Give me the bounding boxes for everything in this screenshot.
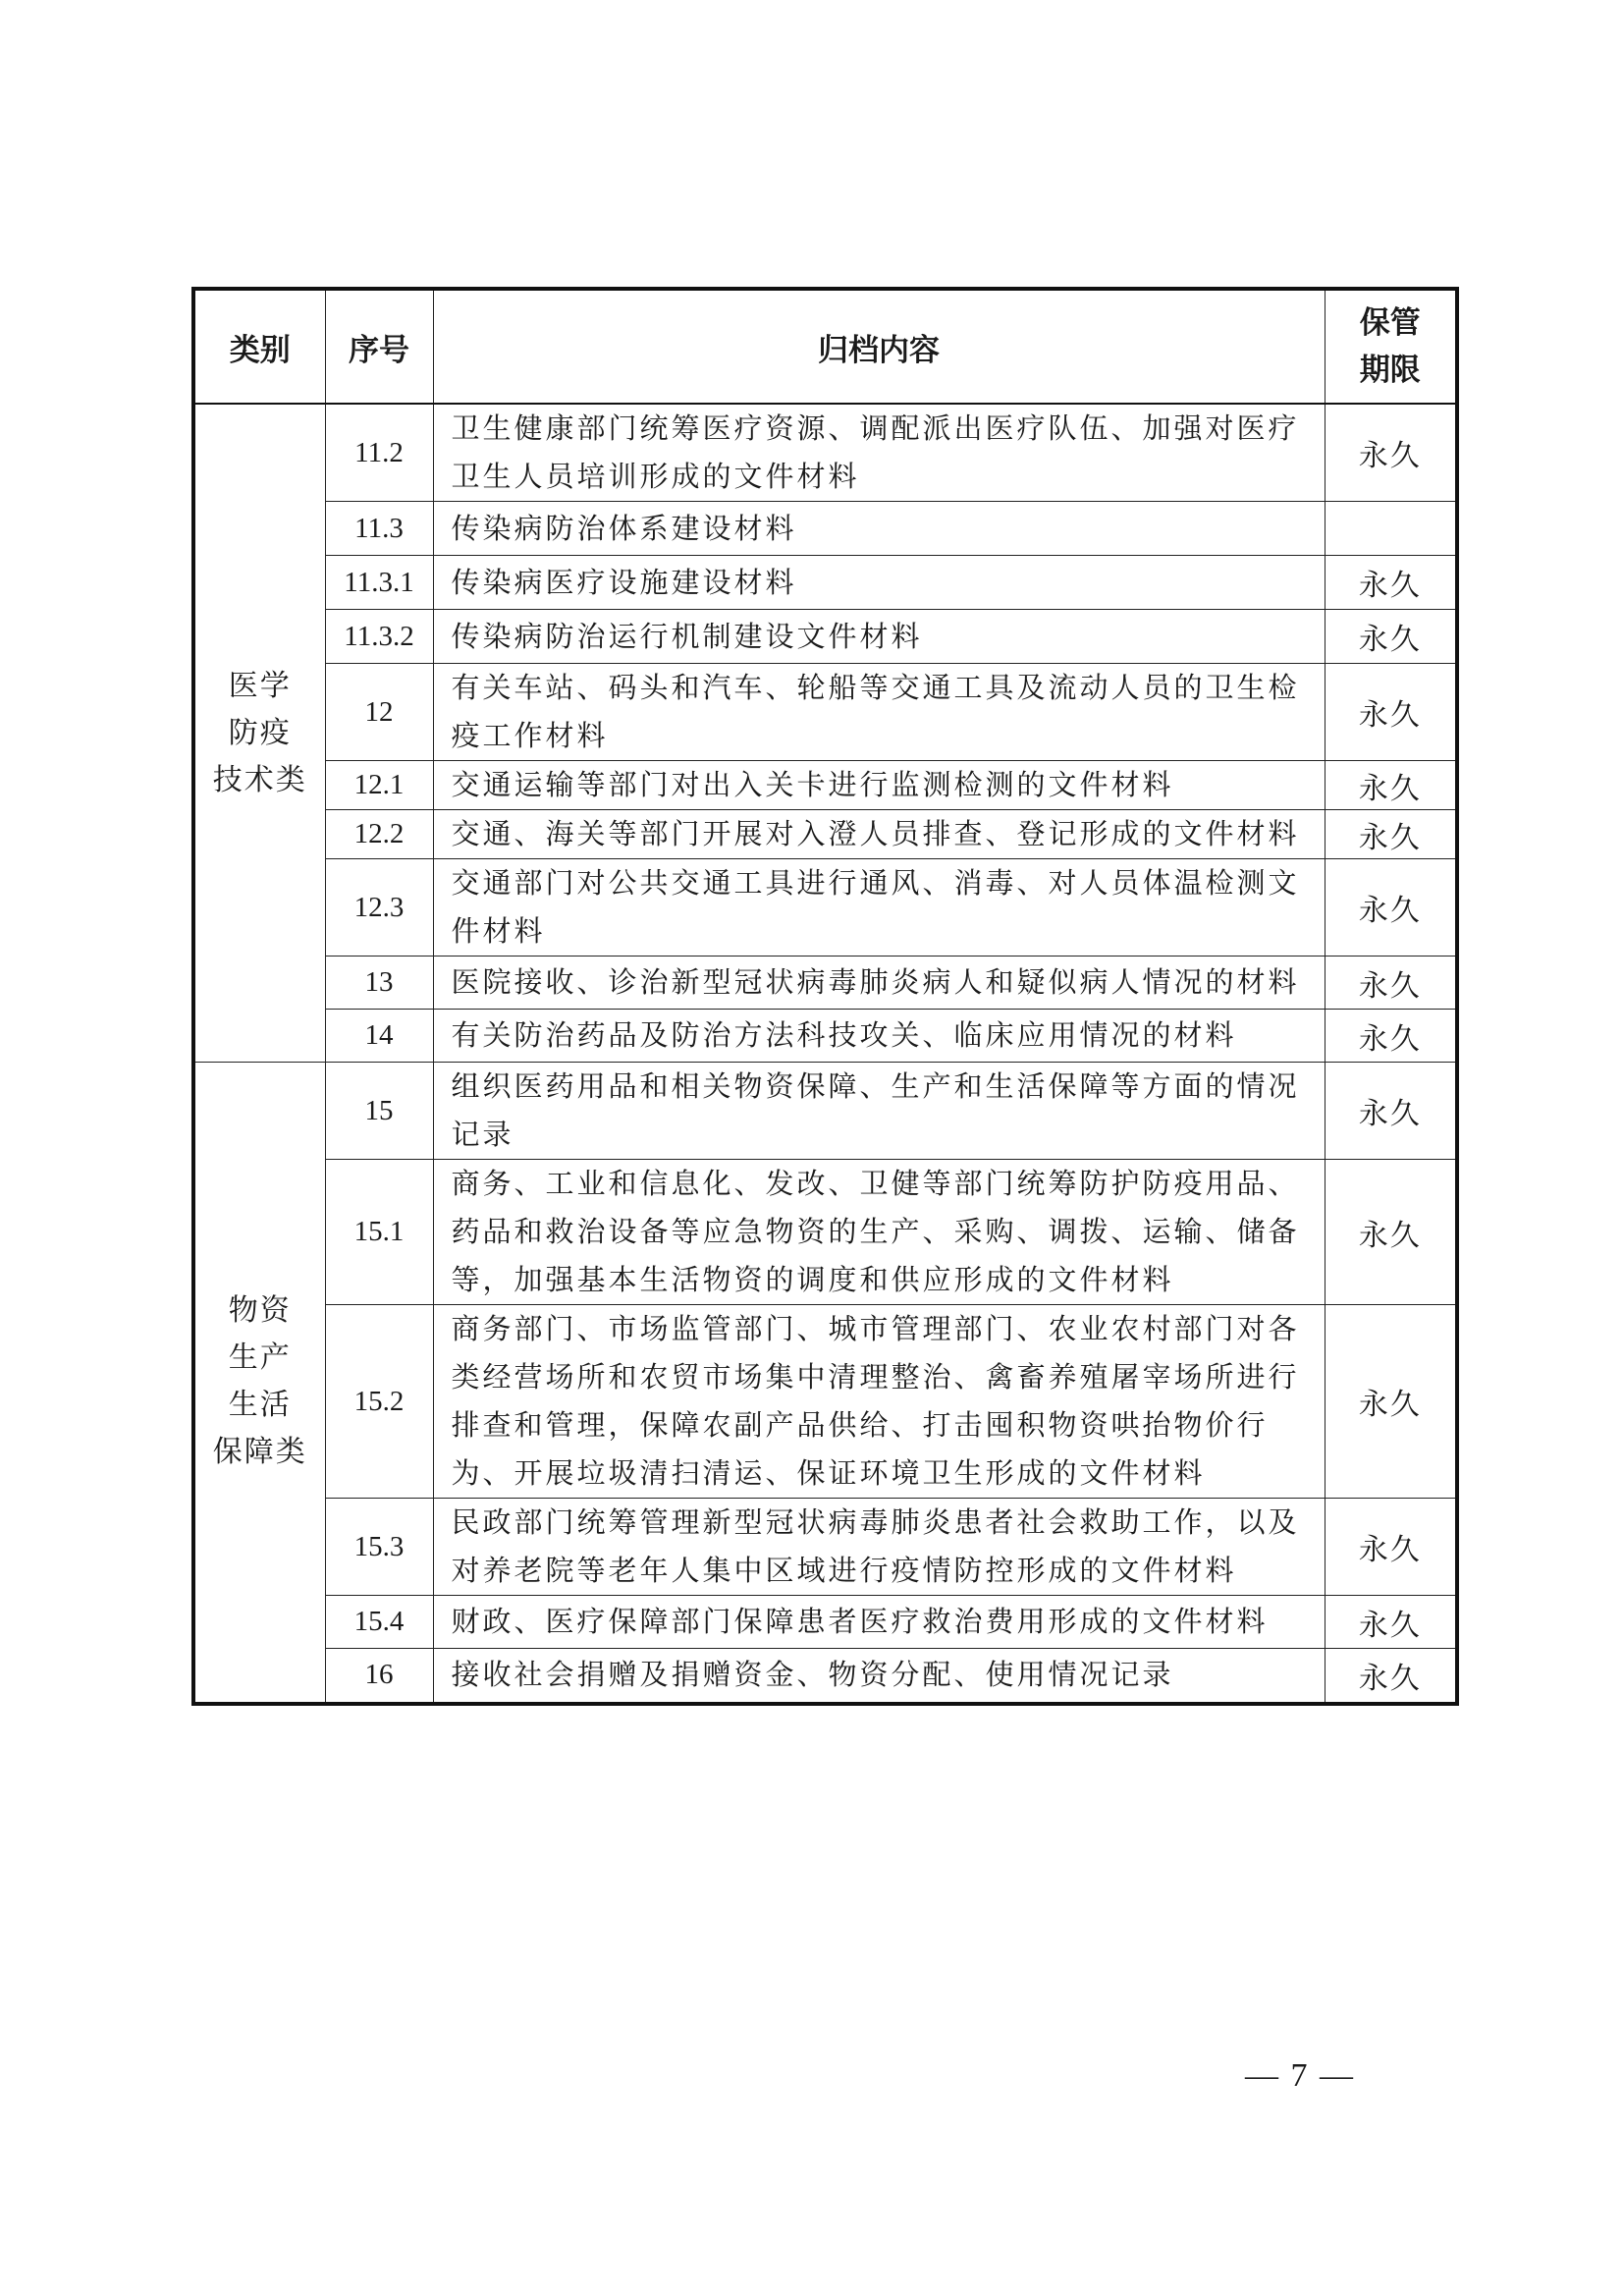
content-cell: 卫生健康部门统筹医疗资源、调配派出医疗队伍、加强对医疗卫生人员培训形成的文件材料 xyxy=(433,404,1325,502)
category-line: 保障类 xyxy=(212,1435,307,1470)
sequence-cell: 15 xyxy=(325,1063,433,1160)
table-row xyxy=(193,810,1457,859)
category-line: 物资 xyxy=(228,1293,292,1329)
content-cell: 有关车站、码头和汽车、轮船等交通工具及流动人员的卫生检疫工作材料 xyxy=(433,664,1325,761)
period-cell: 永久 xyxy=(1325,859,1457,957)
sequence-cell: 11.3 xyxy=(325,502,433,556)
period-cell: 永久 xyxy=(1325,1649,1457,1704)
table-row xyxy=(193,664,1457,761)
period-cell: 永久 xyxy=(1325,404,1457,502)
period-cell: 永久 xyxy=(1325,1010,1457,1063)
category-cell xyxy=(193,1063,325,1704)
table-row xyxy=(193,1596,1457,1649)
header-sequence: 序号 xyxy=(325,289,433,404)
content-cell: 医院接收、诊治新型冠状病毒肺炎病人和疑似病人情况的材料 xyxy=(433,957,1325,1010)
period-cell: 永久 xyxy=(1325,1160,1457,1305)
content-cell: 民政部门统筹管理新型冠状病毒肺炎患者社会救助工作，以及对养老院等老年人集中区域进行疫情防控形成的文件材料 xyxy=(433,1499,1325,1596)
content-cell: 有关防治药品及防治方法科技攻关、临床应用情况的材料 xyxy=(433,1010,1325,1063)
sequence-cell: 12.2 xyxy=(325,810,433,859)
category-cell xyxy=(193,404,325,1063)
sequence-cell: 11.3.1 xyxy=(325,556,433,610)
table-row xyxy=(193,1305,1457,1499)
category-line: 医学 xyxy=(228,668,292,703)
archive-table xyxy=(191,287,1459,1706)
sequence-cell: 11.3.2 xyxy=(325,610,433,664)
table-row xyxy=(193,1160,1457,1305)
period-cell: 永久 xyxy=(1325,664,1457,761)
period-cell: 永久 xyxy=(1325,1596,1457,1649)
content-cell: 商务、工业和信息化、发改、卫健等部门统筹防护防疫用品、药品和救治设备等应急物资的生产、采购、调拨、运输、储备等，加强基本生活物资的调度和供应形成的文件材料 xyxy=(433,1160,1325,1305)
period-cell: 永久 xyxy=(1325,1063,1457,1160)
header-period-line-2: 期限 xyxy=(1359,353,1421,388)
header-content: 归档内容 xyxy=(433,289,1325,404)
table-header-row xyxy=(193,289,1457,404)
table-row xyxy=(193,1499,1457,1596)
sequence-cell: 15.1 xyxy=(325,1160,433,1305)
table-row xyxy=(193,1649,1457,1704)
content-cell: 传染病防治运行机制建设文件材料 xyxy=(433,610,1325,664)
content-cell: 传染病医疗设施建设材料 xyxy=(433,556,1325,610)
period-cell: 永久 xyxy=(1325,957,1457,1010)
table-row xyxy=(193,610,1457,664)
header-period-line-1: 保管 xyxy=(1359,305,1421,341)
sequence-cell: 12 xyxy=(325,664,433,761)
page-number: — 7 — xyxy=(1245,2057,1355,2094)
table-row xyxy=(193,761,1457,810)
table-row xyxy=(193,1063,1457,1160)
table-row xyxy=(193,556,1457,610)
content-cell: 交通运输等部门对出入关卡进行监测检测的文件材料 xyxy=(433,761,1325,810)
sequence-cell: 13 xyxy=(325,957,433,1010)
table-row xyxy=(193,1010,1457,1063)
period-cell: 永久 xyxy=(1325,1499,1457,1596)
table-row xyxy=(193,957,1457,1010)
table-row xyxy=(193,502,1457,556)
sequence-cell: 14 xyxy=(325,1010,433,1063)
sequence-cell: 15.2 xyxy=(325,1305,433,1499)
table-row xyxy=(193,404,1457,502)
category-line: 生活 xyxy=(228,1388,292,1423)
period-cell: 永久 xyxy=(1325,1305,1457,1499)
content-cell: 接收社会捐赠及捐赠资金、物资分配、使用情况记录 xyxy=(433,1649,1325,1704)
sequence-cell: 12.1 xyxy=(325,761,433,810)
category-line: 技术类 xyxy=(212,762,307,797)
sequence-cell: 16 xyxy=(325,1649,433,1704)
content-cell: 交通、海关等部门开展对入澄人员排查、登记形成的文件材料 xyxy=(433,810,1325,859)
sequence-cell: 12.3 xyxy=(325,859,433,957)
content-cell: 商务部门、市场监管部门、城市管理部门、农业农村部门对各类经营场所和农贸市场集中清理整治、禽畜养殖屠宰场所进行排查和管理，保障农副产品供给、打击囤积物资哄抬物价行为、开展垃圾清扫清运、保证环境卫生形成的文件材料 xyxy=(433,1305,1325,1499)
content-cell: 传染病防治体系建设材料 xyxy=(433,502,1325,556)
period-cell xyxy=(1325,502,1457,556)
header-period xyxy=(1325,289,1457,404)
period-cell: 永久 xyxy=(1325,556,1457,610)
content-cell: 财政、医疗保障部门保障患者医疗救治费用形成的文件材料 xyxy=(433,1596,1325,1649)
sequence-cell: 15.4 xyxy=(325,1596,433,1649)
period-cell: 永久 xyxy=(1325,810,1457,859)
sequence-cell: 11.2 xyxy=(325,404,433,502)
category-line: 防疫 xyxy=(228,715,292,750)
table-body xyxy=(193,404,1457,1704)
sequence-cell: 15.3 xyxy=(325,1499,433,1596)
header-category: 类别 xyxy=(193,289,325,404)
content-cell: 交通部门对公共交通工具进行通风、消毒、对人员体温检测文件材料 xyxy=(433,859,1325,957)
period-cell: 永久 xyxy=(1325,761,1457,810)
content-cell: 组织医药用品和相关物资保障、生产和生活保障等方面的情况记录 xyxy=(433,1063,1325,1160)
table-row xyxy=(193,859,1457,957)
category-line: 生产 xyxy=(228,1340,292,1376)
period-cell: 永久 xyxy=(1325,610,1457,664)
